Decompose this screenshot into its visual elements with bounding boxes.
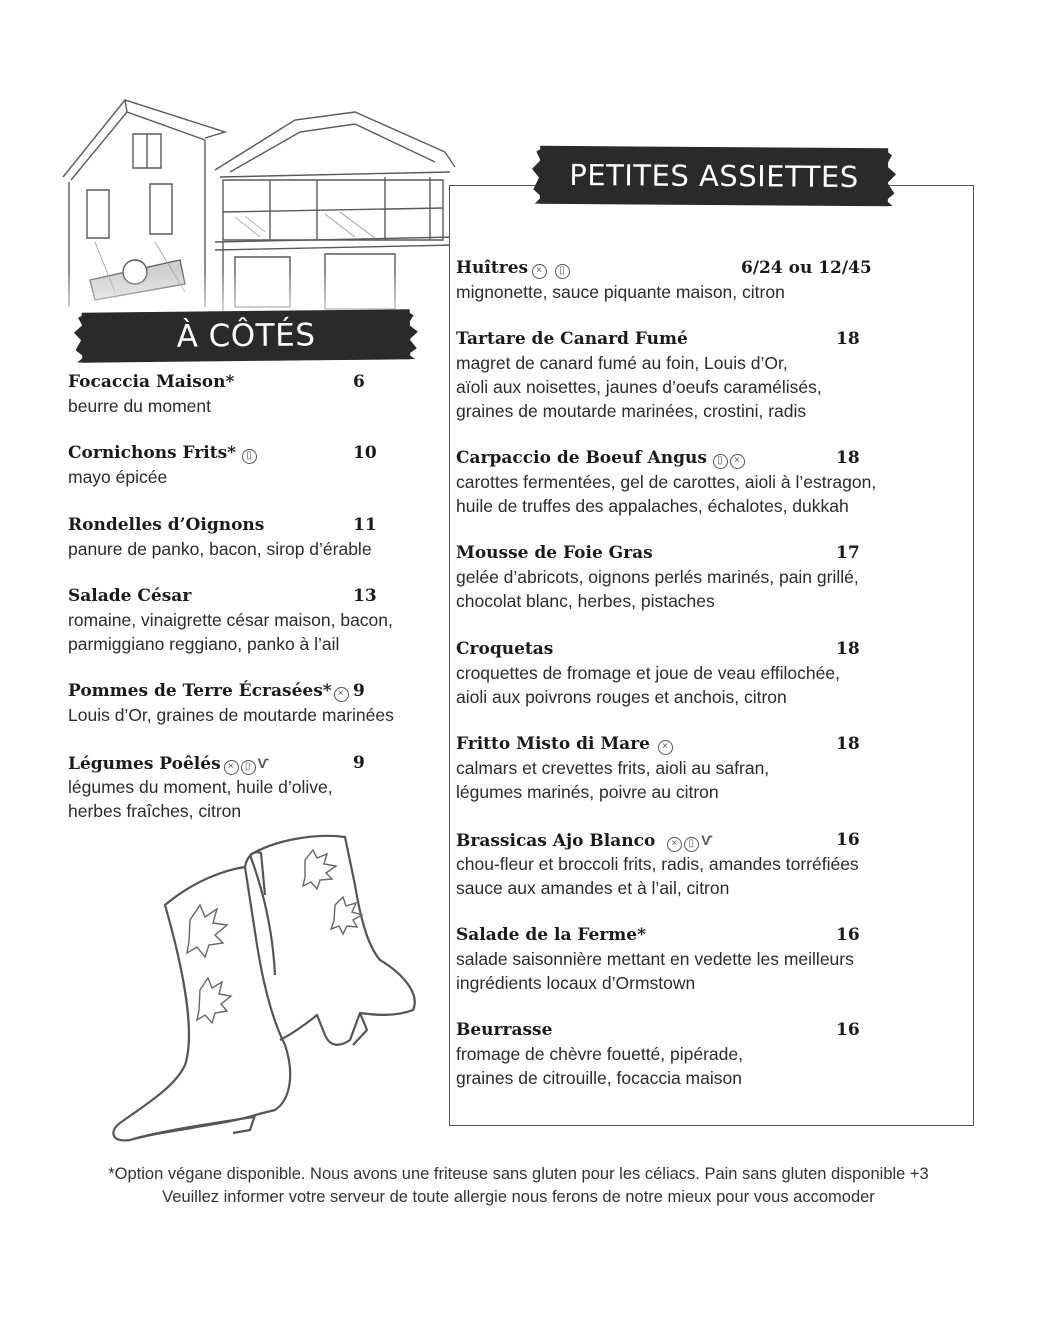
item-desc: parmiggiano reggiano, panko à l’ail bbox=[68, 634, 340, 654]
item-desc: Louis d’Or, graines de moutarde marinées bbox=[68, 705, 394, 725]
item-price: 18 bbox=[836, 329, 860, 349]
item-desc: sauce aux amandes et à l’ail, citron bbox=[456, 878, 730, 898]
item-desc: beurre du moment bbox=[68, 396, 211, 416]
item-desc: magret de canard fumé au foin, Louis d’Or, bbox=[456, 353, 788, 373]
item-desc: graines de moutarde marinées, crostini, radis bbox=[456, 401, 807, 421]
menu-item bbox=[456, 446, 926, 518]
menu-item bbox=[456, 541, 926, 613]
item-desc: huile de truffes des appalaches, échalotes, dukkah bbox=[456, 496, 849, 516]
item-desc: aioli aux poivrons rouges et anchois, citron bbox=[456, 687, 787, 707]
item-desc: chou-fleur et broccoli frits, radis, amandes torréfiées bbox=[456, 854, 859, 874]
item-price: 9 bbox=[353, 681, 365, 701]
item-desc: légumes du moment, huile d’olive, bbox=[68, 777, 333, 797]
menu-item bbox=[456, 637, 926, 709]
item-price: 17 bbox=[836, 543, 860, 563]
small-plates-banner bbox=[540, 146, 888, 206]
menu-item bbox=[68, 441, 428, 489]
item-name: Rondelles d’Oignons bbox=[68, 515, 265, 535]
item-price: 16 bbox=[836, 830, 860, 850]
item-name: Huîtres bbox=[456, 258, 529, 278]
sides-banner bbox=[82, 309, 411, 362]
item-desc: salade saisonnière mettant en vedette les meilleurs bbox=[456, 949, 854, 969]
gluten-free-icon: × bbox=[532, 264, 547, 279]
glass-icon: ▯ bbox=[684, 837, 699, 852]
allergen-icons bbox=[334, 679, 351, 703]
menu-item bbox=[456, 732, 926, 804]
menu-item bbox=[68, 370, 428, 418]
item-desc: aïoli aux noisettes, jaunes d’oeufs caramélisés, bbox=[456, 377, 822, 397]
vegan-icon: Ѵ bbox=[701, 832, 714, 848]
item-price: 18 bbox=[836, 448, 860, 468]
glass-icon: ▯ bbox=[242, 449, 257, 464]
item-price: 9 bbox=[353, 753, 365, 773]
vegan-icon: Ѵ bbox=[257, 755, 271, 771]
item-name: Focaccia Maison* bbox=[68, 372, 235, 392]
gluten-free-icon: × bbox=[667, 837, 682, 852]
item-name: Légumes Poêlés bbox=[68, 754, 221, 774]
allergen-icons bbox=[667, 828, 713, 853]
menu-item bbox=[456, 923, 926, 995]
building-illustration bbox=[55, 92, 465, 327]
allergen-icons bbox=[224, 751, 270, 776]
menu-item bbox=[456, 256, 926, 304]
gluten-free-icon: × bbox=[224, 760, 239, 775]
item-desc: romaine, vinaigrette césar maison, bacon, bbox=[68, 610, 393, 630]
gluten-free-icon: × bbox=[658, 740, 673, 755]
item-price: 13 bbox=[353, 586, 377, 606]
glass-icon: ▯ bbox=[713, 454, 728, 469]
item-name: Pommes de Terre Écrasées* bbox=[68, 681, 332, 701]
glass-icon: ▯ bbox=[241, 760, 256, 775]
item-name: Croquetas bbox=[456, 639, 554, 659]
item-desc: chocolat blanc, herbes, pistaches bbox=[456, 591, 715, 611]
item-name: Salade César bbox=[68, 586, 192, 606]
item-name: Brassicas Ajo Blanco bbox=[456, 831, 656, 851]
menu-item bbox=[68, 751, 428, 823]
item-price: 6 bbox=[353, 372, 365, 392]
allergen-icons bbox=[242, 441, 259, 465]
item-price: 18 bbox=[836, 734, 860, 754]
menu-item bbox=[68, 513, 428, 561]
sides-title: À CÔTÉS bbox=[176, 317, 316, 355]
menu-item bbox=[68, 679, 428, 727]
item-name: Cornichons Frits* bbox=[68, 443, 237, 463]
allergen-icons bbox=[532, 256, 572, 280]
item-desc: gelée d’abricots, oignons perlés marinés, pain grillé, bbox=[456, 567, 859, 587]
item-price: 11 bbox=[353, 515, 377, 535]
item-name: Tartare de Canard Fumé bbox=[456, 329, 688, 349]
menu-item bbox=[456, 1018, 926, 1090]
item-desc: calmars et crevettes frits, aioli au safran, bbox=[456, 758, 770, 778]
menu-item bbox=[456, 327, 926, 423]
item-desc: ingrédients locaux d’Ormstown bbox=[456, 973, 696, 993]
gluten-free-icon: × bbox=[334, 687, 349, 702]
item-desc: mignonette, sauce piquante maison, citron bbox=[456, 282, 785, 302]
item-name: Fritto Misto di Mare bbox=[456, 734, 650, 754]
item-name: Beurrasse bbox=[456, 1020, 553, 1040]
footer-line-allergy: Veuillez informer votre serveur de toute allergie nous ferons de notre mieux pour vous accomoder bbox=[162, 1188, 875, 1206]
item-desc: graines de citrouille, focaccia maison bbox=[456, 1068, 742, 1088]
gluten-free-icon: × bbox=[730, 454, 745, 469]
item-price: 18 bbox=[836, 639, 860, 659]
item-price: 16 bbox=[836, 925, 860, 945]
item-name: Mousse de Foie Gras bbox=[456, 543, 653, 563]
item-desc: légumes marinés, poivre au citron bbox=[456, 782, 719, 802]
glass-icon: ▯ bbox=[555, 264, 570, 279]
item-price: 16 bbox=[836, 1020, 860, 1040]
menu-item bbox=[456, 828, 926, 900]
item-desc: panure de panko, bacon, sirop d’érable bbox=[68, 539, 372, 559]
item-desc: fromage de chèvre fouetté, pipérade, bbox=[456, 1044, 743, 1064]
item-desc: herbes fraîches, citron bbox=[68, 801, 242, 821]
item-price: 6/24 ou 12/45 bbox=[741, 258, 872, 278]
footer-line-vegan: *Option végane disponible. Nous avons une friteuse sans gluten pour les céliacs. Pain sans gluten disponible +3 bbox=[108, 1165, 929, 1183]
item-price: 10 bbox=[353, 443, 377, 463]
allergen-icons bbox=[658, 732, 675, 756]
allergen-icons bbox=[713, 446, 747, 470]
menu-item bbox=[68, 584, 428, 656]
cowboy-boots-illustration bbox=[105, 825, 435, 1155]
item-name: Salade de la Ferme* bbox=[456, 925, 647, 945]
footer-notes bbox=[0, 1163, 1037, 1209]
item-name: Carpaccio de Boeuf Angus bbox=[456, 448, 707, 468]
item-desc: croquettes de fromage et joue de veau effilochée, bbox=[456, 663, 840, 683]
item-desc: mayo épicée bbox=[68, 467, 168, 487]
item-desc: carottes fermentées, gel de carottes, aioli à l’estragon, bbox=[456, 472, 877, 492]
small-plates-title: PETITES ASSIETTES bbox=[569, 157, 859, 195]
